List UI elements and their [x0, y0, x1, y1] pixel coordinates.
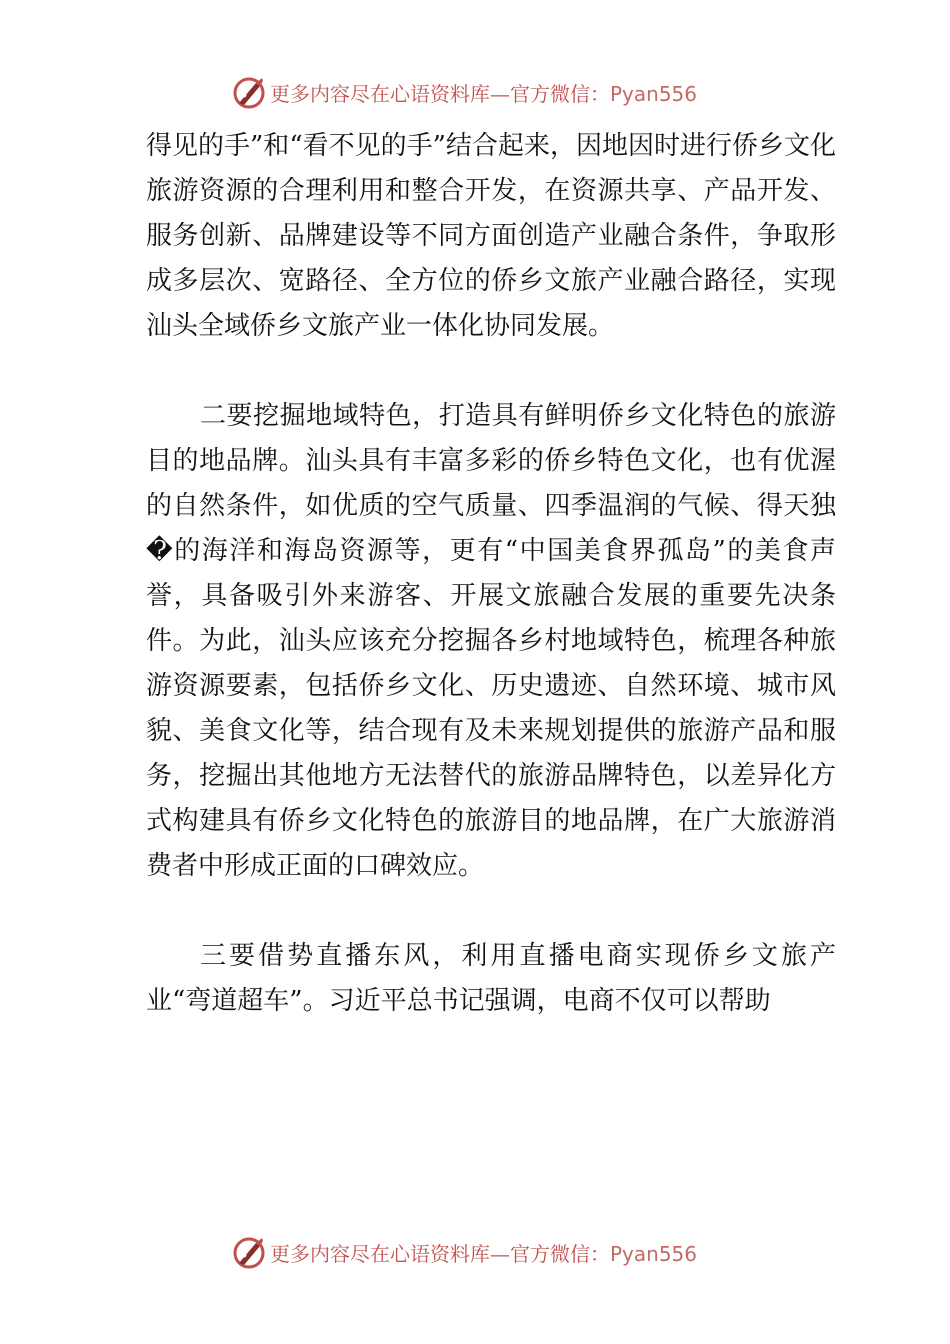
- paragraph-2: 二要挖掘地域特色，打造具有鲜明侨乡文化特色的旅游目的地品牌。汕头具有丰富多彩的侨乡特色文化，也有优渥的自然条件，如优质的空气质量、四季温润的气候、得天独�的海洋和海岛资源等，更有“中国美食界孤岛”的美食声誉，具备吸引外来游客、开展文旅融合发展的重要先决条件。为此，汕头应该充分挖掘各乡村地域特色，梳理各种旅游资源要素，包括侨乡文化、历史遗迹、自然环境、城市风貌、美食文化等，结合现有及未来规划提供的旅游产品和服务，挖掘出其他地方无法替代的旅游品牌特色，以差异化方式构建具有侨乡文化特色的旅游目的地品牌，在广大旅游消费者中形成正面的口碑效应。: [146, 401, 836, 881]
- fountain-pen-logo-icon: [232, 75, 266, 109]
- footer-wechat-id: Pyan556: [610, 1241, 698, 1266]
- header-banner-label: 更多内容尽在心语资料库—官方微信：: [270, 81, 610, 106]
- header-wechat-id: Pyan556: [610, 81, 698, 106]
- paragraph-1: 得见的手”和“看不见的手”结合起来，因地因时进行侨乡文化旅游资源的合理利用和整合开发，在资源共享、产品开发、服务创新、品牌建设等不同方面创造产业融合条件，争取形成多层次、宽路径、全方位的侨乡文旅产业融合路径，实现汕头全域侨乡文旅产业一体化协同发展。: [146, 131, 836, 341]
- paragraph-gap: [146, 889, 836, 934]
- footer-banner-text: [270, 1238, 697, 1267]
- paragraph-3: 三要借势直播东风，利用直播电商实现侨乡文旅产业“弯道超车”。习近平总书记强调，电商不仅可以帮助: [146, 941, 836, 1016]
- footer-banner: [232, 1232, 752, 1272]
- header-banner-text: [270, 78, 697, 107]
- document-body: [146, 124, 836, 1024]
- header-banner: [232, 72, 752, 112]
- footer-banner-label: 更多内容尽在心语资料库—官方微信：: [270, 1241, 610, 1266]
- fountain-pen-logo-icon: [232, 1235, 266, 1269]
- paragraph-gap: [146, 349, 836, 394]
